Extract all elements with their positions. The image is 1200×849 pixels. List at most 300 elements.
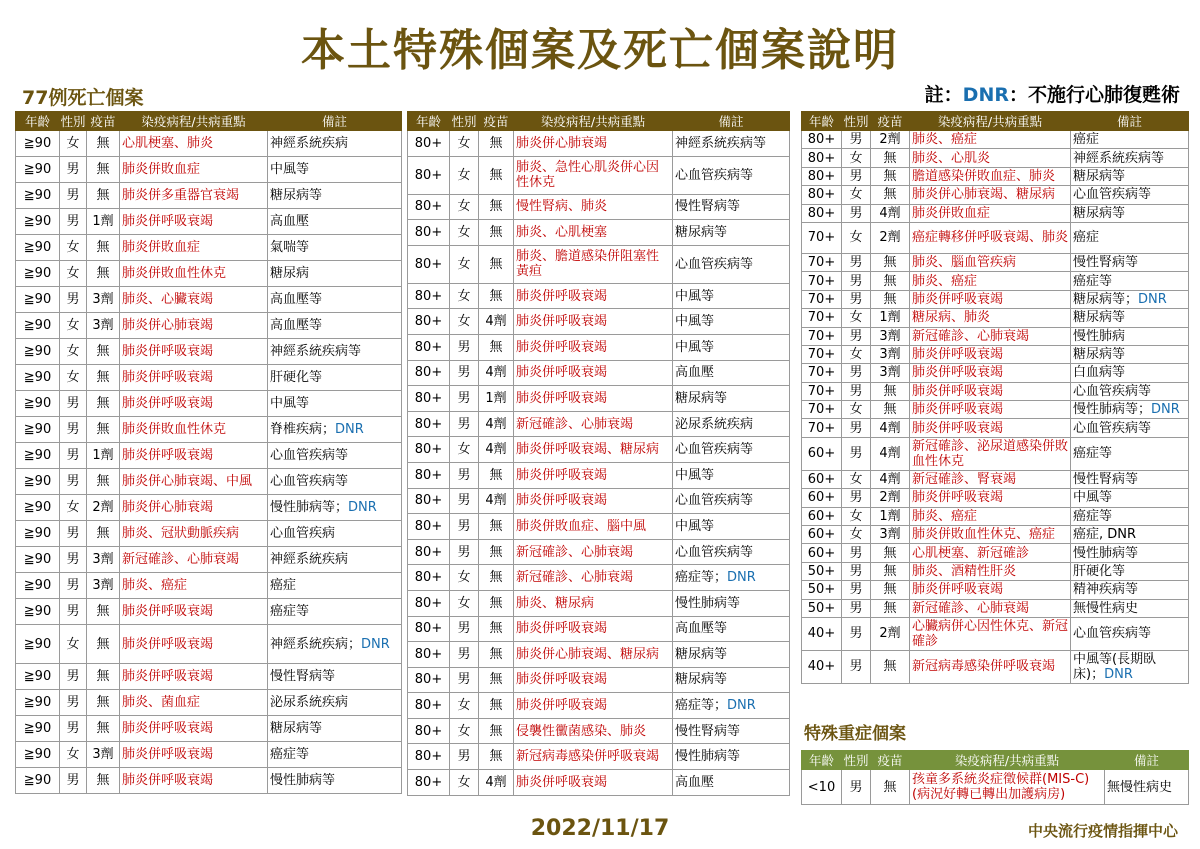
death-table-1: [15, 111, 402, 794]
vaccine-cell: [87, 261, 120, 287]
age-text: ≧90: [23, 747, 52, 762]
vaccine-cell: [87, 625, 120, 664]
age-text: 70+: [807, 273, 836, 289]
vaccine-cell: [479, 488, 514, 514]
disease-course-cell: [120, 742, 268, 768]
sex-cell: [450, 770, 479, 796]
table-row: [16, 313, 402, 339]
remarks-cell: [673, 565, 790, 591]
vaccine-cell: [479, 565, 514, 591]
header-vaccine: 疫苗: [871, 751, 910, 770]
disease-course-cell: [910, 131, 1071, 149]
remarks-text: 糖尿病等: [675, 646, 728, 662]
age-cell: [16, 443, 60, 469]
disease-course-text: 肺炎併多重器官衰竭: [122, 188, 240, 203]
remarks-text: 心血管疾病等: [270, 448, 349, 463]
age-text: 70+: [807, 328, 836, 344]
remarks-cell: [673, 667, 790, 693]
age-cell: [408, 539, 450, 565]
sex-cell: [450, 309, 479, 335]
disease-course-text: 肺炎、心臟衰竭: [122, 292, 214, 307]
table-row: [16, 235, 402, 261]
vaccine-cell: [479, 693, 514, 719]
disease-course-text: 新冠病毒感染併呼吸衰竭: [516, 749, 660, 765]
sex-cell: [60, 261, 87, 287]
vaccine-cell: [479, 131, 514, 157]
sex-text: 男: [849, 626, 863, 642]
vaccine-cell: [479, 616, 514, 642]
sex-text: 男: [457, 416, 471, 432]
age-cell: [802, 489, 842, 507]
remarks-cell: [268, 209, 402, 235]
age-text: ≧90: [23, 448, 52, 463]
sex-cell: [842, 419, 871, 437]
sex-text: 男: [457, 672, 471, 688]
disease-course-cell: [514, 565, 673, 591]
sex-text: 男: [457, 621, 471, 637]
age-cell: [802, 272, 842, 290]
vaccine-cell: [871, 507, 910, 525]
vaccine-cell: [479, 590, 514, 616]
remarks-text: 高血壓等: [270, 318, 323, 333]
header-age: 年齡: [408, 112, 450, 131]
vaccine-cell: [87, 742, 120, 768]
table-row: [408, 156, 790, 194]
disease-course-cell: [514, 770, 673, 796]
disease-course-text: 肺炎併敗血性休克: [122, 266, 227, 281]
death-table-3: [801, 111, 1189, 684]
table-row: [802, 186, 1189, 204]
sex-text: 女: [457, 723, 471, 739]
vaccine-cell: [871, 581, 910, 599]
sex-text: 女: [849, 230, 863, 246]
table-row: [408, 462, 790, 488]
table-row: [802, 526, 1189, 544]
table-row: [16, 521, 402, 547]
disease-course-cell: [120, 313, 268, 339]
disease-course-text: 肺炎、冠狀動脈疾病: [122, 526, 240, 541]
vaccine-cell: [87, 209, 120, 235]
disease-course-text: 肺炎併呼吸衰竭: [516, 339, 608, 355]
vaccine-text: 無: [96, 136, 110, 151]
disease-course-cell: [120, 625, 268, 664]
table-row: [802, 222, 1189, 253]
vaccine-cell: [479, 220, 514, 246]
sex-cell: [450, 693, 479, 719]
remarks-text: 白血病等: [1073, 365, 1126, 381]
remarks-cell: [268, 339, 402, 365]
age-text: ≧90: [23, 370, 52, 385]
age-cell: [408, 334, 450, 360]
table-row: [16, 339, 402, 365]
disease-course-text: 肺炎併呼吸衰竭、糖尿病: [516, 442, 660, 458]
age-cell: [802, 222, 842, 253]
remarks-cell: [673, 744, 790, 770]
age-text: 80+: [414, 723, 443, 739]
table-row: [16, 365, 402, 391]
age-text: 80+: [414, 595, 443, 611]
vaccine-text: 無: [489, 199, 503, 215]
vaccine-cell: [87, 716, 120, 742]
disease-course-cell: [120, 768, 268, 794]
disease-course-cell: [514, 718, 673, 744]
remarks-text: 癌症等: [1073, 508, 1113, 524]
age-cell: [802, 186, 842, 204]
remarks-cell: [1071, 272, 1189, 290]
sex-text: 女: [849, 508, 863, 524]
vaccine-text: 無: [883, 383, 897, 399]
disease-course-cell: [514, 194, 673, 220]
disease-course-cell: [514, 334, 673, 360]
remarks-text: 心血管疾病等: [1073, 626, 1152, 642]
remarks-text: 糖尿病等: [270, 721, 323, 736]
age-text: 70+: [807, 347, 836, 363]
disease-course-text: 新冠確診、腎衰竭: [912, 472, 1017, 488]
vaccine-text: 無: [489, 570, 503, 586]
disease-course-text: 肺炎、癌症: [912, 508, 978, 524]
vaccine-text: 3劑: [92, 552, 114, 567]
sex-cell: [450, 437, 479, 463]
sex-cell: [60, 339, 87, 365]
sex-text: 男: [849, 564, 863, 579]
table-row: [408, 220, 790, 246]
age-cell: [16, 716, 60, 742]
vaccine-text: 無: [96, 669, 110, 684]
remarks-cell: [268, 690, 402, 716]
disease-course-text: 肺炎、酒精性肝炎: [912, 564, 1017, 579]
vaccine-cell: [87, 365, 120, 391]
age-cell: [408, 437, 450, 463]
age-cell: [802, 167, 842, 185]
age-text: ≧90: [23, 578, 52, 593]
table-row: [802, 437, 1189, 470]
disease-course-text: 肺炎併呼吸衰竭: [122, 669, 214, 684]
disease-course-text: 肺炎併敗血症、腦中風: [516, 518, 647, 534]
remarks-text: 癌症等: [270, 747, 310, 762]
disease-course-text: 肺炎併呼吸衰竭: [122, 344, 214, 359]
vaccine-cell: [871, 131, 910, 149]
remarks-cell: [268, 573, 402, 599]
sex-text: 女: [457, 224, 471, 240]
disease-course-text: 肺炎、癌症: [912, 273, 978, 289]
table-row: [408, 514, 790, 540]
dnr-tag: DNR: [1138, 291, 1167, 307]
remarks-text: 慢性腎病等: [1073, 472, 1139, 488]
sex-text: 男: [849, 383, 863, 399]
age-text: ≧90: [23, 188, 52, 203]
vaccine-cell: [871, 770, 910, 805]
age-cell: [16, 742, 60, 768]
vaccine-text: 無: [883, 187, 897, 203]
header-age: 年齡: [802, 751, 842, 770]
remarks-text: 慢性肺病等；: [1073, 402, 1152, 418]
vaccine-cell: [479, 642, 514, 668]
disease-course-text: 肺炎併呼吸衰竭: [516, 314, 608, 330]
age-cell: [802, 526, 842, 544]
table-row: [408, 283, 790, 309]
sex-cell: [842, 204, 871, 222]
special-cases-title: 特殊重症個案: [804, 724, 906, 744]
table-row: [802, 327, 1189, 345]
remarks-cell: [268, 716, 402, 742]
sex-text: 男: [849, 582, 863, 598]
age-cell: [802, 382, 842, 400]
sex-text: 男: [66, 669, 80, 684]
vaccine-cell: [871, 419, 910, 437]
disease-course-cell: [910, 149, 1071, 167]
vaccine-text: 1劑: [92, 214, 114, 229]
header-remarks: 備註: [673, 112, 790, 131]
remarks-cell: [268, 495, 402, 521]
sex-text: 女: [66, 240, 80, 255]
age-text: ≧90: [23, 474, 52, 489]
remarks-text: 癌症, DNR: [1073, 527, 1137, 543]
vaccine-text: 無: [489, 135, 503, 151]
vaccine-cell: [871, 470, 910, 488]
disease-course-text: 心肌梗塞、新冠確診: [912, 545, 1030, 561]
vaccine-text: 4劑: [485, 365, 507, 381]
vaccine-text: 無: [883, 659, 897, 675]
remarks-cell: [673, 693, 790, 719]
remarks-text: 癌症: [1073, 132, 1100, 148]
sex-text: 男: [457, 467, 471, 483]
table-row: [408, 488, 790, 514]
remarks-cell: [673, 245, 790, 283]
age-text: ≧90: [23, 422, 52, 437]
disease-course-cell: [120, 664, 268, 690]
remarks-text: 中風等: [1073, 490, 1113, 506]
sex-text: 男: [66, 396, 80, 411]
disease-course-cell: [514, 220, 673, 246]
sex-text: 女: [849, 472, 863, 488]
age-text: 80+: [414, 518, 443, 534]
disease-course-text: 糖尿病、肺炎: [912, 310, 991, 326]
age-text: ≧90: [23, 344, 52, 359]
dnr-tag: DNR: [361, 636, 390, 652]
header-remarks: 備註: [1105, 751, 1189, 770]
age-cell: [802, 309, 842, 327]
remarks-text: 高血壓: [675, 365, 715, 381]
remarks-cell: [268, 547, 402, 573]
table-row: [802, 272, 1189, 290]
disease-course-cell: [120, 339, 268, 365]
death-cases-subtitle: 77例死亡個案: [22, 87, 144, 109]
remarks-text: 神經系統疾病等: [270, 344, 362, 359]
remarks-text: 糖尿病: [270, 266, 310, 281]
vaccine-cell: [87, 599, 120, 625]
age-text: 80+: [414, 339, 443, 355]
vaccine-text: 無: [489, 288, 503, 304]
age-text: 80+: [807, 168, 836, 184]
sex-cell: [60, 443, 87, 469]
remarks-cell: [268, 313, 402, 339]
vaccine-cell: [87, 768, 120, 794]
disease-course-text: 肺炎併呼吸衰竭: [122, 604, 214, 619]
remarks-text: 慢性腎病等: [675, 199, 741, 215]
disease-course-cell: [514, 616, 673, 642]
vaccine-cell: [87, 521, 120, 547]
remarks-cell: [673, 386, 790, 412]
age-cell: [16, 573, 60, 599]
vaccine-text: 無: [96, 396, 110, 411]
remarks-text: 中風等: [675, 339, 715, 355]
remarks-cell: [1071, 364, 1189, 382]
disease-course-text: 肺炎併敗血症: [912, 205, 991, 221]
dnr-tag: DNR: [727, 570, 756, 586]
vaccine-cell: [871, 437, 910, 470]
disease-course-text: 慢性腎病、肺炎: [516, 199, 608, 215]
disease-course-text: 肺炎併呼吸衰竭: [516, 288, 608, 304]
sex-text: 男: [849, 365, 863, 381]
remarks-cell: [268, 391, 402, 417]
vaccine-text: 2劑: [879, 132, 901, 148]
remarks-cell: [673, 334, 790, 360]
disease-course-cell: [120, 209, 268, 235]
header-disease-course: 染疫病程/共病重點: [514, 112, 673, 131]
age-text: 80+: [414, 544, 443, 560]
vaccine-cell: [87, 495, 120, 521]
sex-cell: [60, 183, 87, 209]
vaccine-text: 無: [489, 621, 503, 637]
vaccine-cell: [871, 222, 910, 253]
sex-text: 女: [457, 314, 471, 330]
sex-text: 女: [849, 527, 863, 543]
sex-text: 男: [457, 749, 471, 765]
sex-cell: [842, 650, 871, 683]
table-row: [802, 599, 1189, 617]
vaccine-text: 4劑: [485, 774, 507, 790]
disease-course-text: 肺炎併敗血性休克: [122, 422, 227, 437]
remarks-text: 肝硬化等: [270, 370, 323, 385]
age-text: 40+: [807, 626, 836, 642]
vaccine-cell: [871, 186, 910, 204]
disease-course-cell: [120, 287, 268, 313]
age-text: 50+: [807, 582, 836, 598]
remarks-cell: [268, 469, 402, 495]
sex-cell: [842, 131, 871, 149]
vaccine-cell: [871, 149, 910, 167]
sex-text: 男: [849, 446, 863, 462]
vaccine-text: 無: [489, 467, 503, 483]
age-text: ≧90: [23, 240, 52, 255]
header-remarks: 備註: [268, 112, 402, 131]
age-text: ≧90: [23, 214, 52, 229]
age-text: 80+: [414, 135, 443, 151]
age-cell: [408, 642, 450, 668]
vaccine-cell: [87, 157, 120, 183]
disease-course-text: 新冠確診、泌尿道感染併敗血性休克: [912, 438, 1069, 469]
remarks-cell: [673, 590, 790, 616]
remarks-text: 氣喘等: [270, 240, 310, 255]
age-cell: [16, 209, 60, 235]
vaccine-cell: [479, 718, 514, 744]
sex-text: 男: [849, 490, 863, 506]
vaccine-text: 無: [96, 266, 110, 281]
age-cell: [408, 744, 450, 770]
disease-course-cell: [120, 495, 268, 521]
sex-text: 男: [457, 544, 471, 560]
age-cell: [16, 469, 60, 495]
disease-course-cell: [120, 365, 268, 391]
disease-course-text: 心肌梗塞、肺炎: [122, 136, 214, 151]
disease-course-cell: [910, 617, 1071, 650]
table-row: [802, 617, 1189, 650]
sex-cell: [450, 156, 479, 194]
remarks-text: 中風等: [270, 162, 310, 177]
remarks-text: 慢性腎病等: [270, 669, 336, 684]
vaccine-cell: [479, 386, 514, 412]
disease-course-cell: [514, 539, 673, 565]
vaccine-text: 無: [489, 544, 503, 560]
disease-course-cell: [910, 204, 1071, 222]
vaccine-cell: [871, 562, 910, 580]
sex-text: 男: [849, 600, 863, 616]
remarks-text: 神經系統疾病等: [1073, 150, 1165, 166]
header-age: 年齡: [16, 112, 60, 131]
dnr-tag: DNR: [727, 698, 756, 714]
disease-course-text: 新冠確診、心肺衰竭: [912, 328, 1030, 344]
age-cell: [16, 365, 60, 391]
remarks-cell: [268, 131, 402, 157]
disease-course-cell: [120, 599, 268, 625]
sex-cell: [842, 222, 871, 253]
table-row: [802, 345, 1189, 363]
sex-cell: [60, 742, 87, 768]
age-text: 70+: [807, 420, 836, 436]
vaccine-text: 3劑: [879, 347, 901, 363]
age-cell: [802, 470, 842, 488]
disease-course-text: 肺炎併呼吸衰竭: [912, 347, 1004, 363]
sex-cell: [60, 716, 87, 742]
remarks-text: 高血壓: [270, 214, 310, 229]
age-text: ≧90: [23, 552, 52, 567]
vaccine-cell: [479, 360, 514, 386]
vaccine-text: 無: [96, 721, 110, 736]
sex-text: 男: [66, 578, 80, 593]
disease-course-cell: [514, 360, 673, 386]
disease-course-cell: [910, 327, 1071, 345]
disease-course-cell: [514, 386, 673, 412]
sex-cell: [60, 495, 87, 521]
remarks-cell: [1071, 149, 1189, 167]
remarks-cell: [1071, 222, 1189, 253]
dnr-tag: DNR: [348, 500, 377, 515]
table-row: [16, 131, 402, 157]
age-cell: [802, 437, 842, 470]
table-row: [802, 204, 1189, 222]
note-dnr: DNR: [962, 84, 1009, 106]
age-cell: [16, 313, 60, 339]
age-text: 80+: [807, 205, 836, 221]
sex-text: 女: [849, 187, 863, 203]
vaccine-text: 無: [883, 168, 897, 184]
vaccine-cell: [871, 401, 910, 419]
header-vaccine: 疫苗: [871, 112, 910, 131]
remarks-cell: [673, 283, 790, 309]
sex-text: 男: [849, 328, 863, 344]
table-row: [16, 664, 402, 690]
vaccine-cell: [871, 327, 910, 345]
age-cell: [16, 391, 60, 417]
table-row: [408, 334, 790, 360]
death-table-2: [407, 111, 790, 796]
disease-course-text: 新冠確診、心肺衰竭: [516, 570, 634, 586]
remarks-text: 心血管疾病等: [675, 167, 754, 183]
vaccine-cell: [871, 489, 910, 507]
remarks-cell: [673, 220, 790, 246]
sex-text: 男: [849, 205, 863, 221]
vaccine-text: 2劑: [879, 490, 901, 506]
